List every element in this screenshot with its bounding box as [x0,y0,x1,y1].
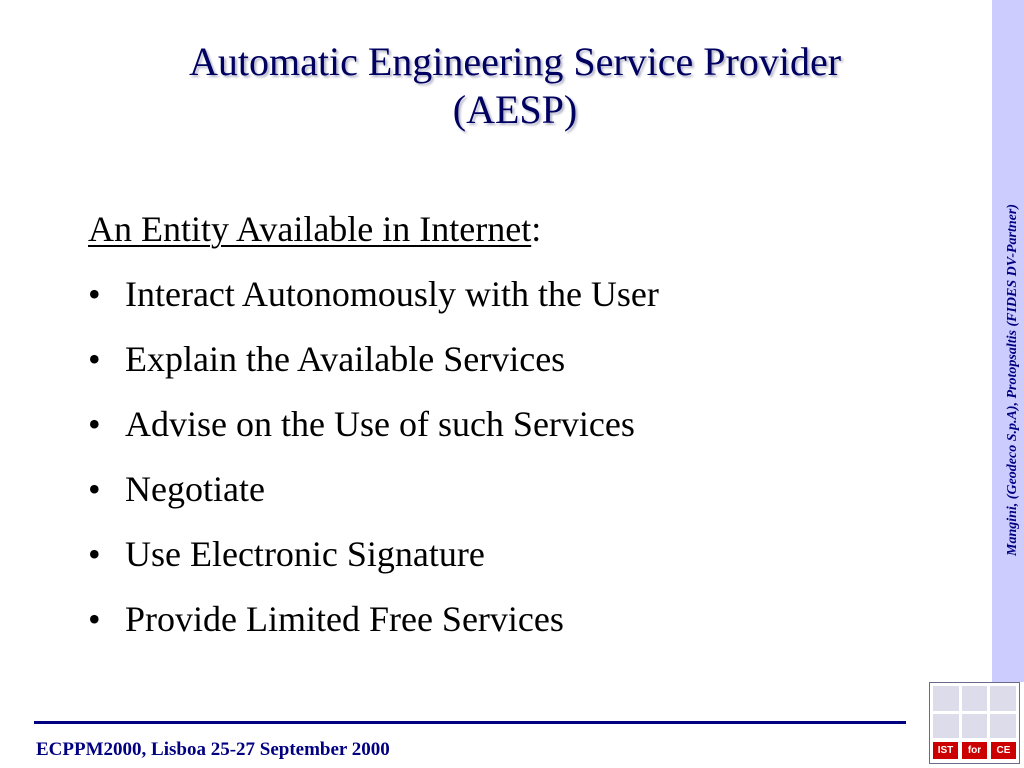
logo-grid-cell [933,686,959,711]
bullet-item [88,403,659,446]
bullet-item [88,468,659,511]
slide-title [0,38,1024,134]
bullet-text: Negotiate [125,469,265,509]
intro-colon: : [531,209,542,249]
bullet-dot: • [88,599,101,639]
bullet-item [88,338,659,381]
slide-body [88,208,659,663]
bullet-text: Interact Autonomously with the User [125,274,659,314]
bullet-dot: • [88,339,101,379]
logo-grid-cell [990,686,1016,711]
side-author-credit: Mangini, (Geodeco S.p.A), Protopsaltis (FIDES DV-Partner) [1005,204,1020,556]
logo-tag-for: for [962,742,987,759]
ist-for-ce-logo [929,682,1020,764]
logo-grid-cell [962,714,988,739]
bullet-list [88,273,659,641]
slide-title-line-1: Automatic Engineering Service Provider [188,39,842,84]
bullet-item [88,273,659,316]
bullet-text: Advise on the Use of such Services [125,404,635,444]
footer-divider [34,721,906,724]
logo-grid-cell [962,686,988,711]
logo-tag-ce: CE [991,742,1016,759]
bullet-item [88,533,659,576]
logo-tag-ist: IST [933,742,958,759]
logo-grid [933,686,1016,738]
logo-grid-cell [990,714,1016,739]
bullet-text: Provide Limited Free Services [125,599,564,639]
bullet-text: Use Electronic Signature [125,534,485,574]
bullet-dot: • [88,274,101,314]
bullet-text: Explain the Available Services [125,339,566,379]
bullet-dot: • [88,469,101,509]
bullet-item [88,598,659,641]
logo-tags [933,742,1016,759]
bullet-dot: • [88,404,101,444]
slide-title-line-2: (AESP) [452,87,578,132]
intro-underlined-text: An Entity Available in Internet [88,209,532,249]
logo-grid-cell [933,714,959,739]
bullet-dot: • [88,534,101,574]
footer-text: ECPPM2000, Lisboa 25-27 September 2000 [36,739,390,760]
intro-line [88,208,659,251]
